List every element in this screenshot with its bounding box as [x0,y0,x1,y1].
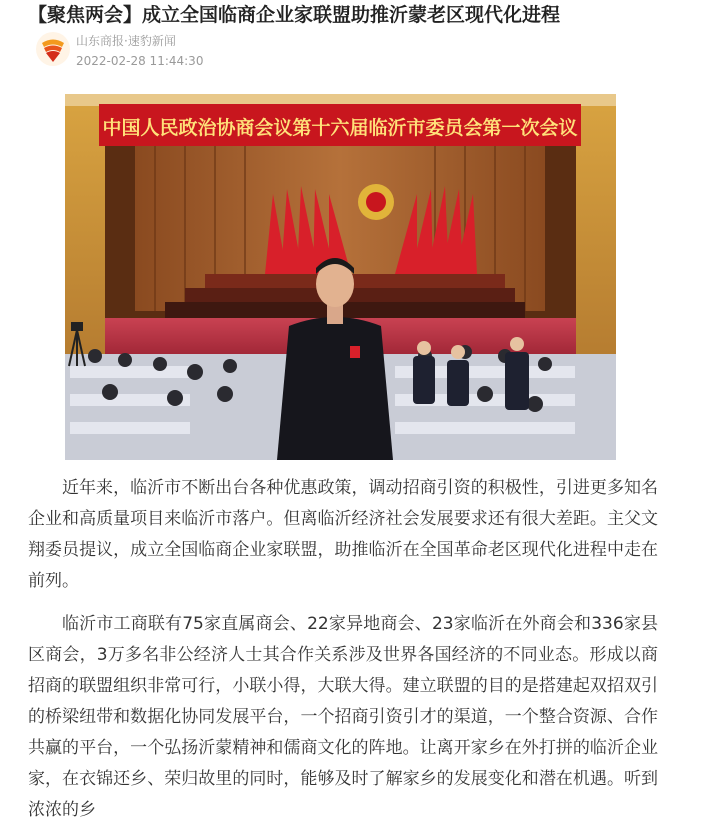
publish-time: 2022-02-28 11:44:30 [76,54,204,68]
article-paragraph-1: 近年来，临沂市不断出台各种优惠政策，调动招商引资的积极性，引进更多知名企业和高质量项目来临沂市落户。但离临沂经济社会发展要求还有很大差距。主父文翔委员提议，成立全国临商企业家联盟，助推临沂在全国革命老区现代化进程中走在前列。 [28,478,658,591]
article-paragraph-2: 临沂市工商联有75家直属商会、22家异地商会、23家临沂在外商会和336家县区商会，3万多名非公经济人士其合作关系涉及世界各国经济的不同业态。形成以商招商的联盟组织非常可行，小联小得，大联大得。建立联盟的目的是搭建起双招双引的桥梁纽带和数据化协同发展平台，一个招商引资引才的渠道，一个整合资源、合作共赢的平台，一个弘扬沂蒙精神和儒商文化的阵地。让离开家乡在外打拼的临沂企业家，在衣锦还乡、荣归故里的同时，能够及时了解家乡的发展变化和潜在机遇。听到浓浓的乡 [28,614,658,820]
leopard-logo-icon [38,34,68,64]
photo-banner-text: 中国人民政治协商会议第十六届临沂市委员会第一次会议 [102,117,578,139]
source-name[interactable]: 山东商报·速豹新闻 [76,34,176,48]
publisher-logo-icon[interactable] [36,32,70,66]
article-title: 【聚焦两会】成立全国临商企业家联盟助推沂蒙老区现代化进程 [28,4,561,26]
article-source [36,32,203,72]
article-photo [65,94,616,460]
